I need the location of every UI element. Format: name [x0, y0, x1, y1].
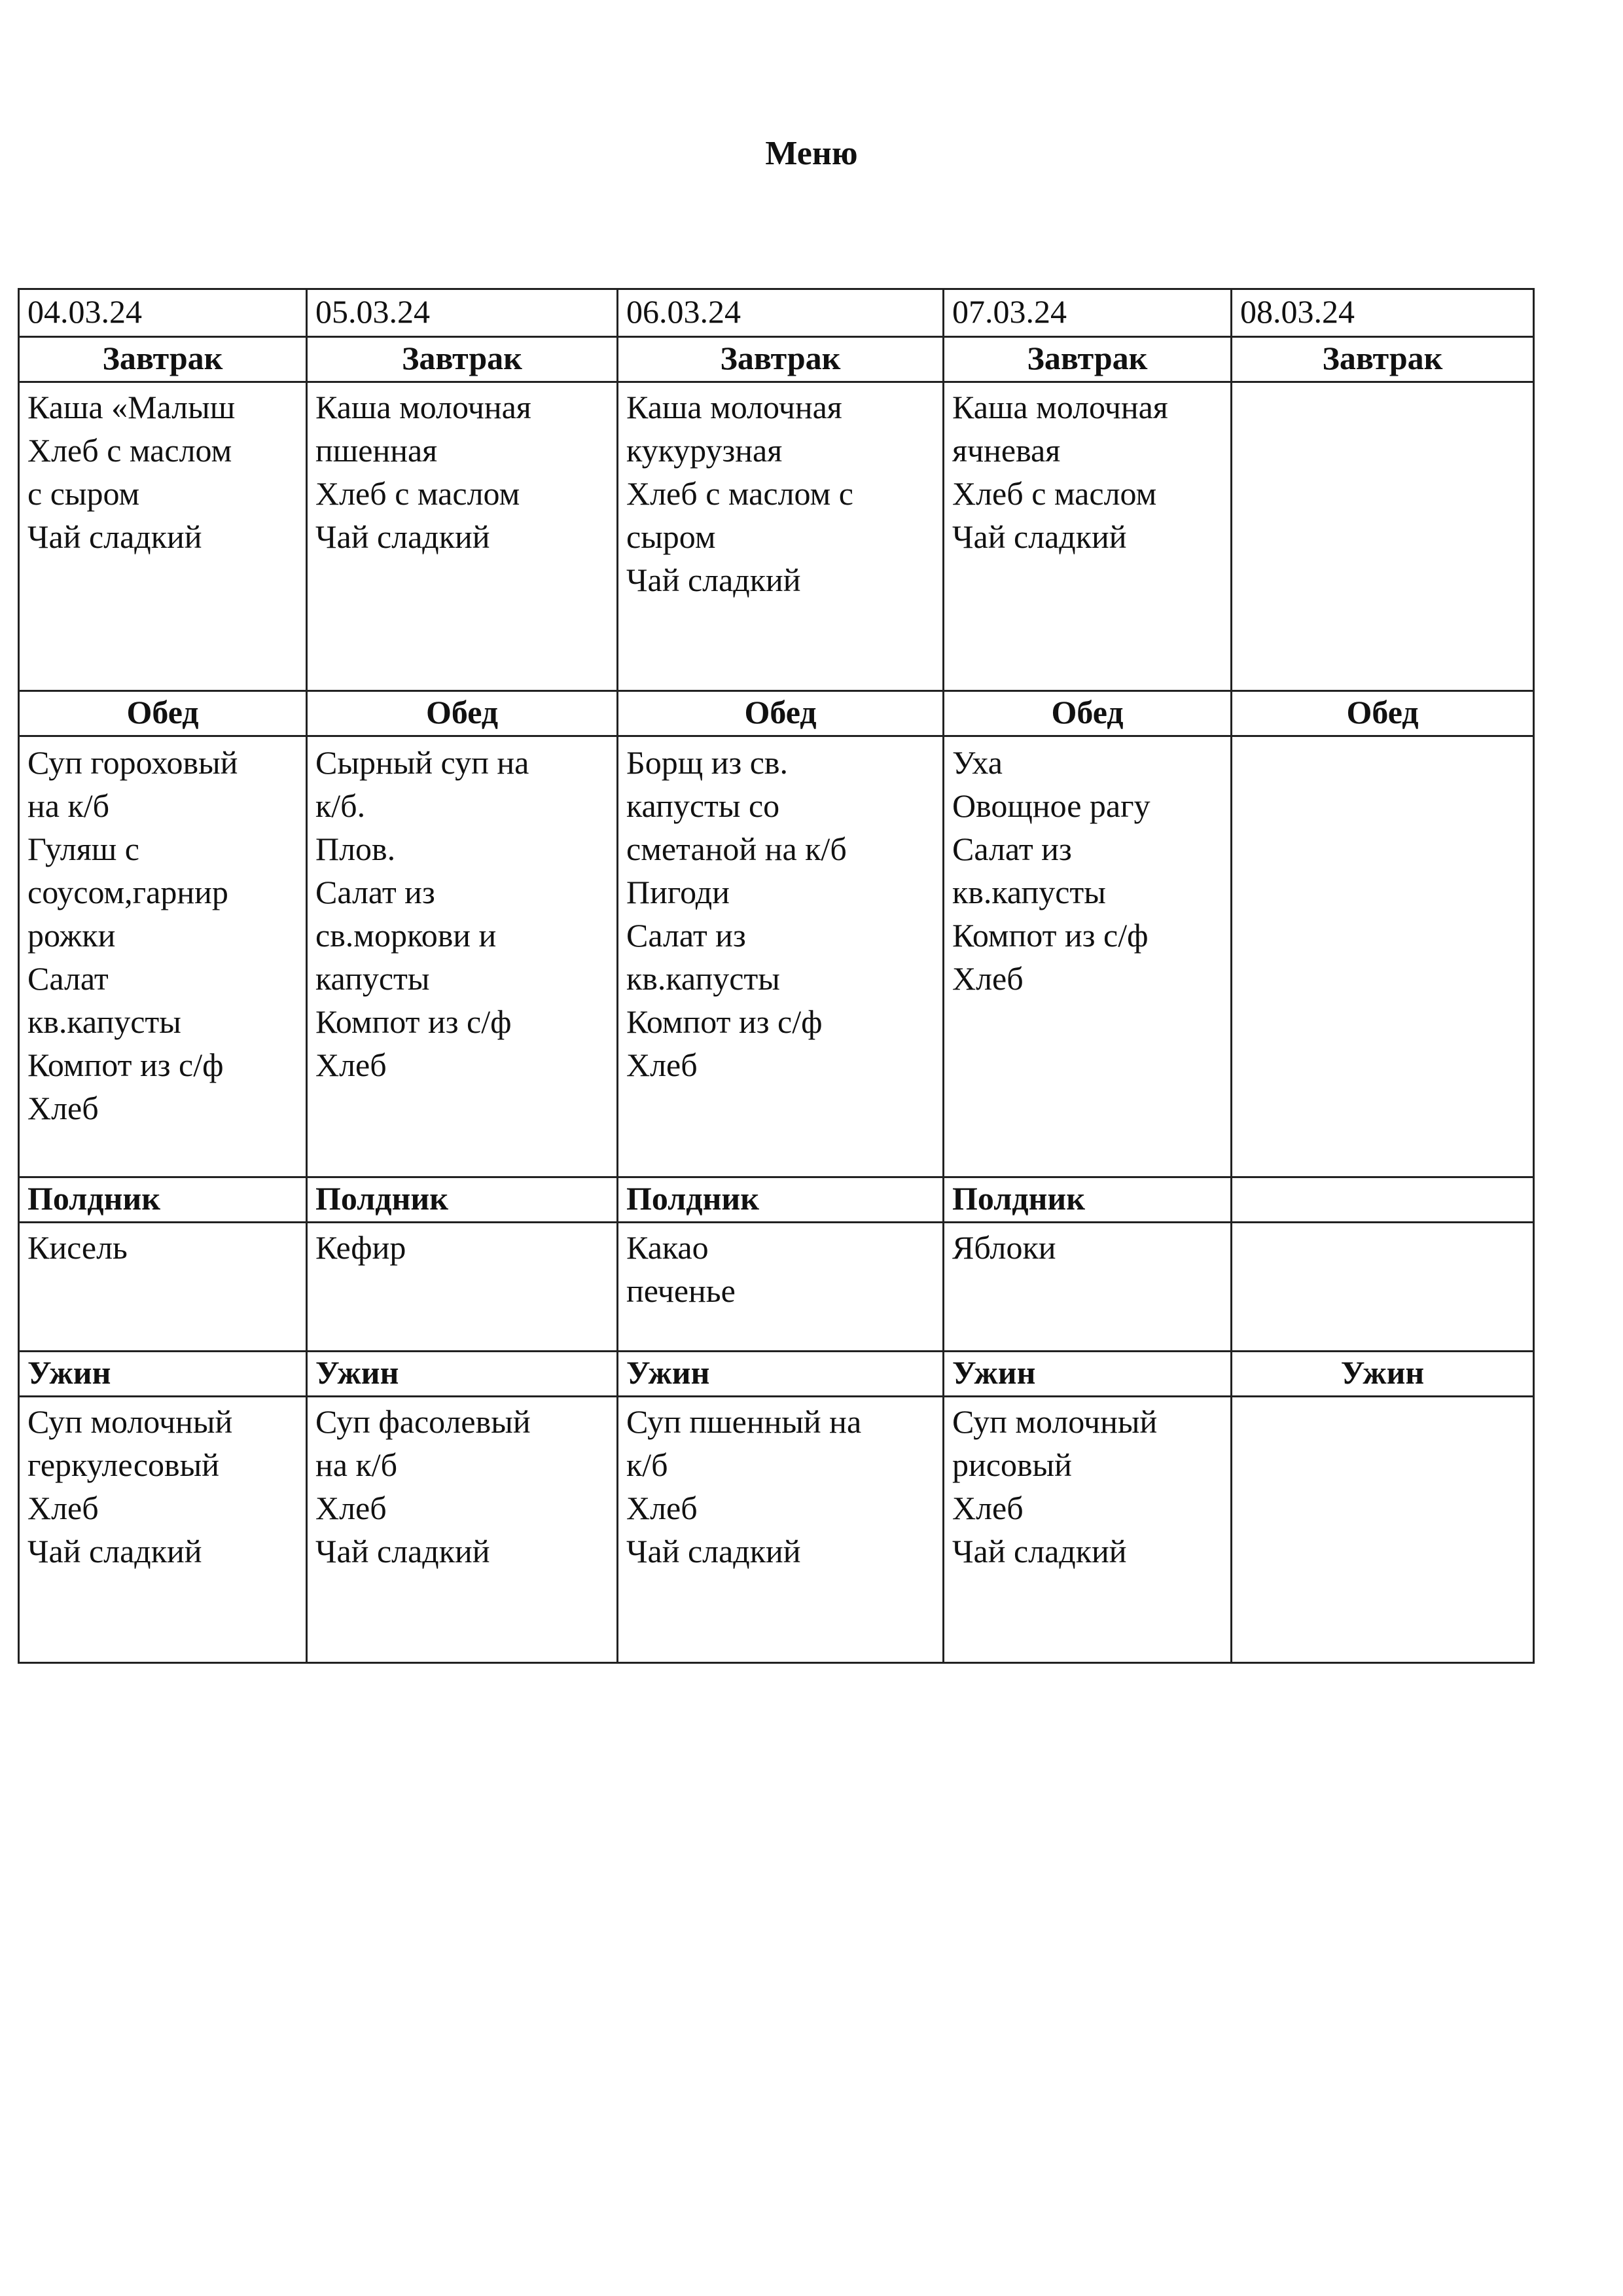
breakfast-items-row	[19, 382, 1534, 691]
menu-item: к/б.	[315, 787, 366, 824]
menu-item: Хлеб	[27, 1090, 99, 1126]
menu-item: капусты	[315, 960, 430, 997]
menu-item: Компот из с/ф	[952, 917, 1149, 954]
snack-label: Полдник	[307, 1177, 618, 1223]
menu-item: Компот из с/ф	[626, 1003, 823, 1040]
menu-item: Хлеб	[952, 960, 1024, 997]
menu-item: Салат из	[952, 831, 1072, 867]
lunch-header-row	[19, 691, 1534, 736]
menu-item: Хлеб с маслом с	[626, 475, 853, 512]
menu-item: Салат	[27, 960, 109, 997]
menu-item: Суп пшенный на	[626, 1403, 862, 1440]
meal-items-cell	[307, 1223, 618, 1352]
menu-item: Чай сладкий	[315, 1533, 490, 1570]
menu-item: Каша молочная	[952, 389, 1168, 425]
menu-item: с сыром	[27, 475, 140, 512]
meal-items-cell	[1232, 1223, 1534, 1352]
menu-item: Чай сладкий	[315, 518, 490, 555]
meal-items-cell	[944, 1397, 1232, 1663]
menu-item: кв.капусты	[27, 1003, 181, 1040]
menu-item: Компот из с/ф	[315, 1003, 512, 1040]
menu-item: св.моркови и	[315, 917, 497, 954]
date-cell: 05.03.24	[307, 289, 618, 337]
lunch-label: Обед	[944, 691, 1232, 736]
menu-item: Какао	[626, 1229, 709, 1266]
meal-items-cell	[1232, 382, 1534, 691]
menu-item: Овощное рагу	[952, 787, 1150, 824]
menu-item: пшенная	[315, 432, 438, 469]
breakfast-label: Завтрак	[307, 337, 618, 382]
menu-item: сыром	[626, 518, 716, 555]
meal-items-cell	[307, 1397, 618, 1663]
date-cell: 06.03.24	[618, 289, 944, 337]
menu-item: рисовый	[952, 1446, 1072, 1483]
menu-item: Хлеб с маслом	[27, 432, 232, 469]
lunch-label: Обед	[19, 691, 307, 736]
dinner-label: Ужин	[1232, 1352, 1534, 1397]
dinner-label: Ужин	[944, 1352, 1232, 1397]
menu-item: Компот из с/ф	[27, 1047, 224, 1083]
snack-label: Полдник	[618, 1177, 944, 1223]
menu-item: Суп фасолевый	[315, 1403, 531, 1440]
meal-items-cell	[944, 736, 1232, 1177]
dinner-items-row	[19, 1397, 1534, 1663]
snack-items-row	[19, 1223, 1534, 1352]
breakfast-label: Завтрак	[944, 337, 1232, 382]
meal-items-cell	[618, 382, 944, 691]
menu-item: Хлеб	[315, 1047, 387, 1083]
menu-item: кукурузная	[626, 432, 783, 469]
menu-item: Суп гороховый	[27, 744, 238, 781]
dinner-label: Ужин	[307, 1352, 618, 1397]
menu-item: геркулесовый	[27, 1446, 219, 1483]
menu-item: ячневая	[952, 432, 1061, 469]
menu-item: Гуляш с	[27, 831, 139, 867]
menu-item: Каша «Малыш	[27, 389, 236, 425]
menu-item: Салат из	[315, 874, 435, 910]
menu-item: Чай сладкий	[626, 1533, 801, 1570]
menu-item: Уха	[952, 744, 1003, 781]
lunch-label: Обед	[1232, 691, 1534, 736]
menu-item: Салат из	[626, 917, 746, 954]
date-cell: 04.03.24	[19, 289, 307, 337]
menu-item: Кефир	[315, 1229, 406, 1266]
menu-item: Суп молочный	[952, 1403, 1158, 1440]
menu-item: Чай сладкий	[626, 562, 801, 598]
meal-items-cell	[19, 382, 307, 691]
menu-item: Чай сладкий	[952, 1533, 1127, 1570]
menu-table	[18, 288, 1535, 1664]
dinner-label: Ужин	[19, 1352, 307, 1397]
meal-items-cell	[307, 382, 618, 691]
menu-item: печенье	[626, 1272, 736, 1309]
breakfast-label: Завтрак	[19, 337, 307, 382]
snack-label: Полдник	[944, 1177, 1232, 1223]
date-row	[19, 289, 1534, 337]
menu-item: Сырный суп на	[315, 744, 529, 781]
menu-item: Кисель	[27, 1229, 128, 1266]
meal-items-cell	[944, 1223, 1232, 1352]
date-cell: 07.03.24	[944, 289, 1232, 337]
menu-item: Чай сладкий	[27, 1533, 202, 1570]
menu-item: Плов.	[315, 831, 396, 867]
page-title: Меню	[765, 135, 858, 172]
snack-label: Полдник	[19, 1177, 307, 1223]
meal-items-cell	[1232, 736, 1534, 1177]
menu-item: сметаной на к/б	[626, 831, 847, 867]
menu-item: Пигоди	[626, 874, 730, 910]
menu-item: кв.капусты	[952, 874, 1106, 910]
meal-items-cell	[618, 1397, 944, 1663]
menu-item: Чай сладкий	[27, 518, 202, 555]
menu-item: Суп молочный	[27, 1403, 233, 1440]
menu-item: рожки	[27, 917, 116, 954]
menu-item: Борщ из св.	[626, 744, 789, 781]
snack-header-row	[19, 1177, 1534, 1223]
meal-items-cell	[19, 1223, 307, 1352]
menu-item: Каша молочная	[626, 389, 842, 425]
breakfast-header-row	[19, 337, 1534, 382]
lunch-label: Обед	[307, 691, 618, 736]
lunch-label: Обед	[618, 691, 944, 736]
menu-item: Яблоки	[952, 1229, 1056, 1266]
menu-item: Хлеб	[952, 1490, 1024, 1526]
menu-item: к/б	[626, 1446, 668, 1483]
menu-item: на к/б	[27, 787, 110, 824]
menu-item: капусты со	[626, 787, 780, 824]
dinner-label: Ужин	[618, 1352, 944, 1397]
meal-items-cell	[618, 1223, 944, 1352]
menu-item: Чай сладкий	[952, 518, 1127, 555]
snack-label-empty	[1232, 1177, 1534, 1223]
breakfast-label: Завтрак	[1232, 337, 1534, 382]
menu-item: Хлеб с маслом	[952, 475, 1157, 512]
menu-item: Хлеб	[315, 1490, 387, 1526]
breakfast-label: Завтрак	[618, 337, 944, 382]
meal-items-cell	[19, 1397, 307, 1663]
menu-item: на к/б	[315, 1446, 398, 1483]
lunch-items-row	[19, 736, 1534, 1177]
menu-item: Каша молочная	[315, 389, 531, 425]
meal-items-cell	[307, 736, 618, 1177]
menu-item: Хлеб	[626, 1047, 698, 1083]
meal-items-cell	[1232, 1397, 1534, 1663]
menu-item: Хлеб	[27, 1490, 99, 1526]
menu-item: Хлеб с маслом	[315, 475, 520, 512]
meal-items-cell	[19, 736, 307, 1177]
menu-item: Хлеб	[626, 1490, 698, 1526]
meal-items-cell	[944, 382, 1232, 691]
date-cell: 08.03.24	[1232, 289, 1534, 337]
menu-item: соусом,гарнир	[27, 874, 228, 910]
menu-item: кв.капусты	[626, 960, 780, 997]
dinner-header-row	[19, 1352, 1534, 1397]
meal-items-cell	[618, 736, 944, 1177]
